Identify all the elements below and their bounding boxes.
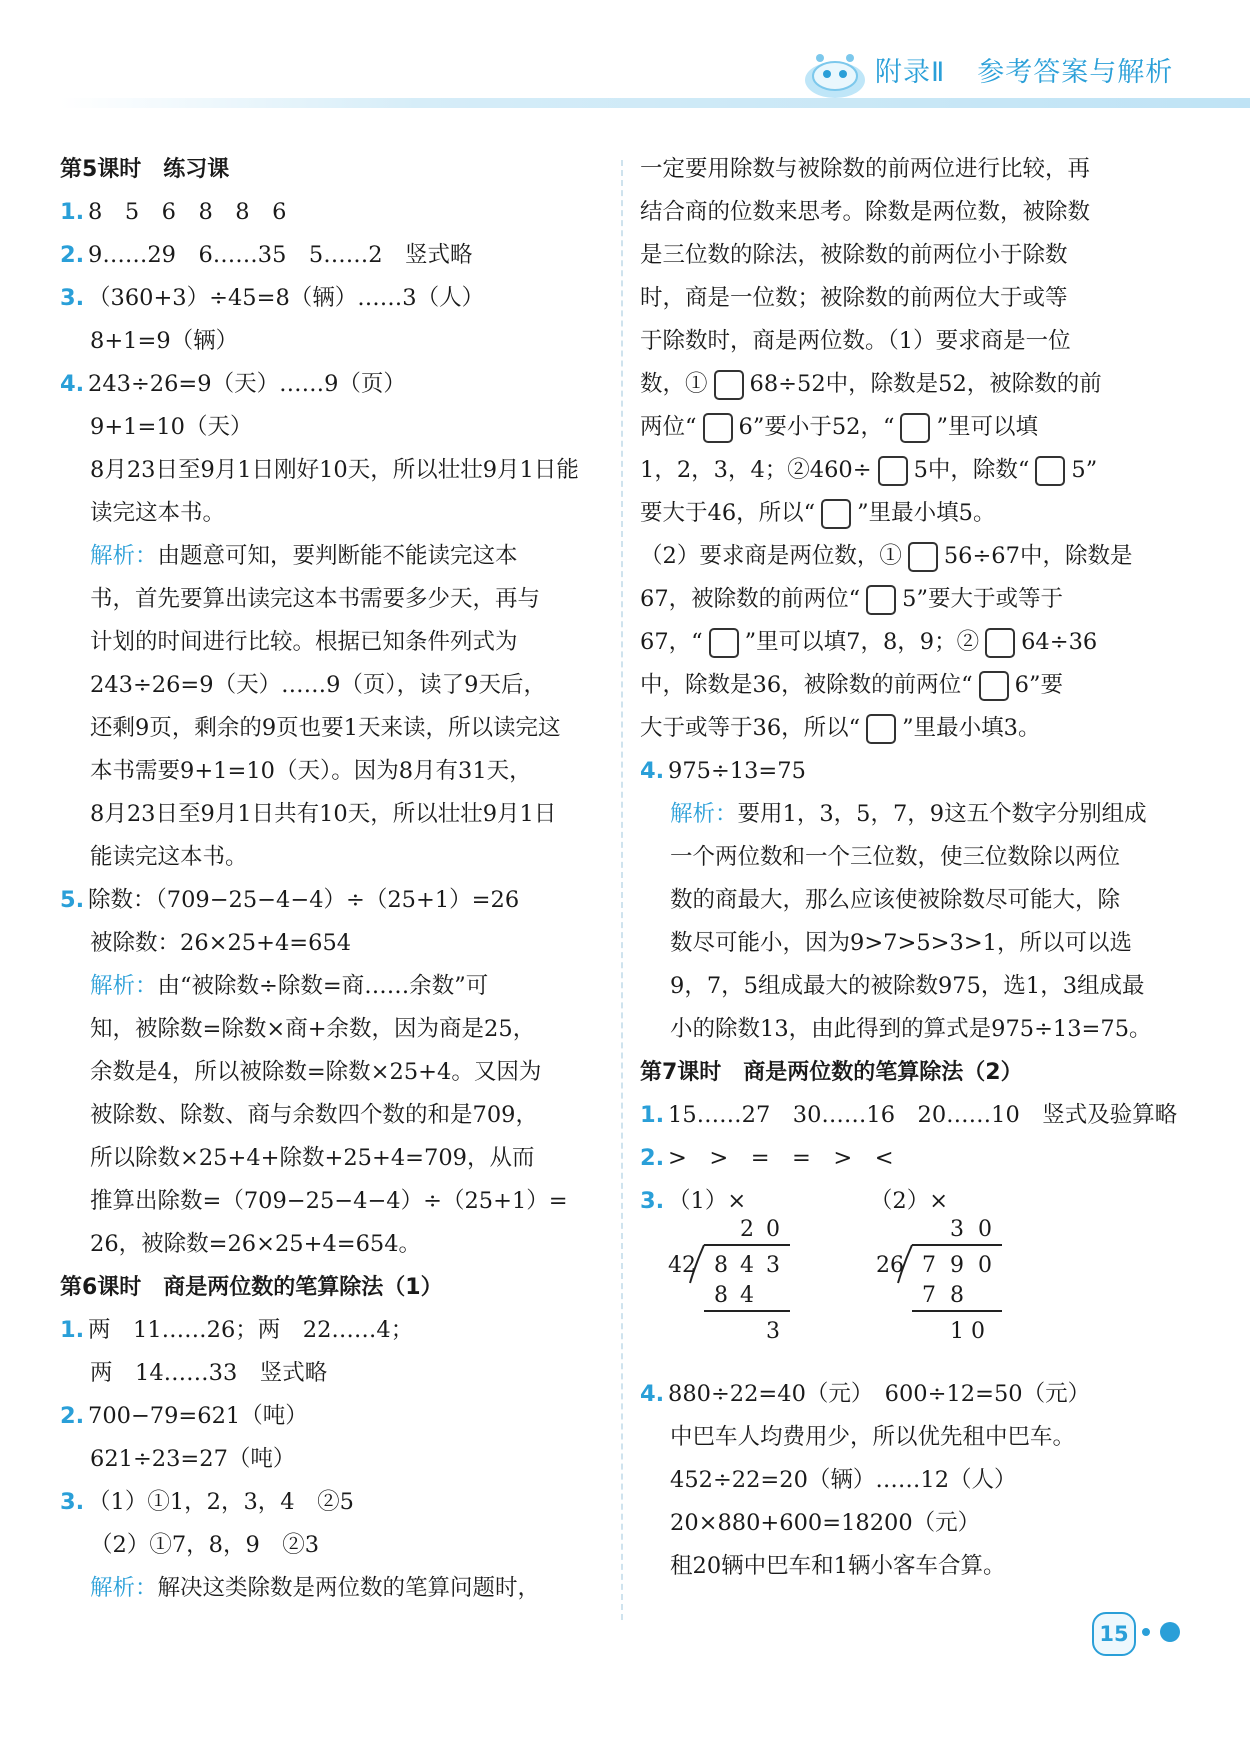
text-segment: （2）要求商是两位数，① (640, 543, 902, 569)
header-title (875, 50, 1173, 89)
text-segment: ”里可以填 (936, 414, 1038, 440)
analysis-label: 解析： (670, 801, 738, 827)
text-line: 还剩9页，剩余的9页也要1天来读，所以读完这 (90, 715, 561, 741)
item-text: 9……29 6……35 5……2 竖式略 (88, 242, 473, 268)
answer-item (640, 1094, 1185, 1137)
header-rule (60, 98, 1250, 108)
answer-item (60, 277, 605, 320)
right-column (640, 148, 1185, 1588)
item-number: 1. (60, 199, 85, 225)
text-segment: 两位“ (640, 414, 697, 440)
text-segment: ”里最小填3。 (902, 715, 1041, 741)
text-line: 时，商是一位数；被除数的前两位大于或等 (640, 285, 1068, 311)
item-text: 975÷13=75 (668, 758, 806, 784)
answer-item (60, 879, 605, 922)
blank-box (878, 456, 908, 486)
item-number: 4. (640, 758, 665, 784)
blank-box (866, 714, 896, 744)
right-top-text (640, 148, 1185, 363)
blank-box (866, 585, 896, 615)
calc1-dividend-3: 3 (766, 1253, 780, 1278)
item-text: > > = = > < (668, 1145, 894, 1171)
blank-box (985, 628, 1015, 658)
text-line-with-boxes (640, 535, 1185, 578)
text-segment: 1，2，3，4；②460÷ (640, 457, 872, 483)
text-line-with-boxes (640, 492, 1185, 535)
item-number: 4. (640, 1381, 665, 1407)
text-line: 中巴车人均费用少，所以优先租中巴车。 (670, 1424, 1076, 1450)
text-segment: 数，① (640, 371, 708, 397)
page-dot-small (1142, 1628, 1150, 1636)
text-line-with-boxes (640, 449, 1185, 492)
calc2-dividend-3: 0 (978, 1253, 992, 1278)
page-number: 15 (1092, 1612, 1136, 1656)
calc1-divisor: 42 (668, 1253, 696, 1278)
text-segment: 6”要小于52，“ (738, 414, 895, 440)
text-segment: ”里最小填5。 (857, 500, 996, 526)
item-text: 两 11……26；两 22……4； (88, 1317, 414, 1343)
analysis-line (640, 793, 1185, 836)
lesson-heading: 第7课时 商是两位数的笔算除法（2） (640, 1060, 1023, 1085)
page-header (0, 40, 1250, 110)
blank-box (908, 542, 938, 572)
text-line: 8月23日至9月1日共有10天，所以壮壮9月1日 (90, 801, 557, 827)
answer-item (60, 1309, 605, 1352)
calc2-quotient-1: 3 (950, 1217, 964, 1242)
analysis-text: 由“被除数÷除数=商……余数”可 (157, 973, 489, 999)
page-dot-large (1160, 1622, 1180, 1642)
long-division-figures (640, 1217, 1185, 1373)
analysis-text: 由题意可知，要判断能不能读完这本 (157, 543, 518, 569)
lesson-heading: 第5课时 练习课 (60, 157, 230, 182)
text-line: 9+1=10（天） (90, 414, 253, 440)
text-line: 两 14……33 竖式略 (90, 1360, 328, 1386)
answer-item (640, 750, 1185, 793)
calc1-quotient-1: 2 (740, 1217, 754, 1242)
text-line: 小的除数13，由此得到的算式是975÷13=75。 (670, 1016, 1152, 1042)
item-text: 除数：（709−25−4−4）÷（25+1）=26 (88, 887, 520, 913)
column-divider (621, 160, 623, 1620)
text-line: 结合商的位数来思考。除数是两位数，被除数 (640, 199, 1091, 225)
text-line: 9，7，5组成最大的被除数975，选1，3组成最 (670, 973, 1145, 999)
item-number: 3. (60, 285, 85, 311)
blank-box (703, 413, 733, 443)
calc2-quotient-2: 0 (978, 1217, 992, 1242)
analysis-line (60, 1567, 605, 1610)
analysis-text: 要用1，3，5，7，9这五个数字分别组成 (737, 801, 1147, 827)
answer-item (60, 363, 605, 406)
text-line: （2）①7，8，9 ②3 (90, 1532, 320, 1558)
text-line: 20×880+600=18200（元） (670, 1510, 981, 1536)
calc2-divisor: 26 (876, 1253, 904, 1278)
text-line: 是三位数的除法，被除数的前两位小于除数 (640, 242, 1068, 268)
calc2-dividend-1: 7 (922, 1253, 936, 1278)
analysis-label: 解析： (90, 973, 158, 999)
text-segment: 5中，除数“ (913, 457, 1030, 483)
text-line-with-boxes (640, 363, 1185, 406)
text-line: 621÷23=27（吨） (90, 1446, 296, 1472)
calc2-product-2: 8 (950, 1283, 964, 1308)
text-segment: 5”要大于或等于 (902, 586, 1063, 612)
calc2-dividend-2: 9 (950, 1253, 964, 1278)
blank-box (900, 413, 930, 443)
analysis-text: 解决这类除数是两位数的笔算问题时， (157, 1575, 541, 1601)
text-line: 数的商最大，那么应该使被除数尽可能大，除 (670, 887, 1121, 913)
blank-box (714, 370, 744, 400)
item-text: （1）× （2）× (668, 1188, 949, 1214)
blank-box (709, 628, 739, 658)
blank-box (821, 499, 851, 529)
item-text: 8 5 6 8 8 6 (88, 199, 287, 225)
text-line-with-boxes (640, 578, 1185, 621)
text-line-with-boxes (640, 664, 1185, 707)
text-segment: 大于或等于36，所以“ (640, 715, 861, 741)
item-number: 1. (640, 1102, 665, 1128)
text-segment: 68÷52中，除数是52，被除数的前 (749, 371, 1102, 397)
blank-box (979, 671, 1009, 701)
text-line: 余数是4，所以被除数=除数×25+4。又因为 (90, 1059, 542, 1085)
item-number: 4. (60, 371, 85, 397)
box-explanation (640, 363, 1185, 750)
blank-box (1035, 456, 1065, 486)
item-number: 3. (60, 1489, 85, 1515)
item-text: 15……27 30……16 20……10 竖式及验算略 (668, 1102, 1178, 1128)
item-text: 243÷26=9（天）……9（页） (88, 371, 406, 397)
text-segment: 56÷67中，除数是 (943, 543, 1133, 569)
answer-item (640, 1373, 1185, 1416)
calc2-product-1: 7 (922, 1283, 936, 1308)
analysis-line (60, 965, 605, 1008)
item-number: 2. (640, 1145, 665, 1171)
text-segment: 64÷36 (1021, 629, 1098, 655)
item-text: （360+3）÷45=8（辆）……3（人） (88, 285, 485, 311)
item-number: 3. (640, 1188, 665, 1214)
text-segment: 要大于46，所以“ (640, 500, 816, 526)
text-line-with-boxes (640, 406, 1185, 449)
answer-item (60, 234, 605, 277)
calc1-dividend-1: 8 (714, 1253, 728, 1278)
text-line: 被除数、除数、商与余数四个数的和是709， (90, 1102, 538, 1128)
answer-item (640, 1180, 1185, 1223)
text-line: 推算出除数=（709−25−4−4）÷（25+1）= (90, 1188, 568, 1214)
right-mid-text (640, 750, 1185, 1223)
text-line: 243÷26=9（天）……9（页），读了9天后， (90, 672, 546, 698)
text-line: 一定要用除数与被除数的前两位进行比较，再 (640, 156, 1091, 182)
text-line: 数尽可能小，因为9>7>5>3>1，所以可以选 (670, 930, 1132, 956)
lesson-heading: 第6课时 商是两位数的笔算除法（1） (60, 1275, 443, 1300)
text-line: 26，被除数=26×25+4=654。 (90, 1231, 422, 1257)
answer-item (60, 1395, 605, 1438)
answer-item (640, 1137, 1185, 1180)
analysis-label: 解析： (90, 543, 158, 569)
text-segment: 67，“ (640, 629, 703, 655)
text-line: 本书需要9+1=10（天）。因为8月有31天， (90, 758, 532, 784)
item-number: 1. (60, 1317, 85, 1343)
item-text: （1）①1，2，3，4 ②5 (88, 1489, 354, 1515)
text-line: 能读完这本书。 (90, 844, 248, 870)
analysis-label: 解析： (90, 1575, 158, 1601)
section-title: 参考答案与解析 (977, 57, 1174, 88)
text-line: 租20辆中巴车和1辆小客车合算。 (670, 1553, 1006, 1579)
text-segment: ”里可以填7，8，9；② (744, 629, 980, 655)
calc1-remainder: 3 (766, 1319, 780, 1344)
calc1-dividend-2: 4 (740, 1253, 754, 1278)
text-segment: 6”要 (1014, 672, 1063, 698)
text-line: 一个两位数和一个三位数，使三位数除以两位 (670, 844, 1121, 870)
text-line-with-boxes (640, 621, 1185, 664)
analysis-line (60, 535, 605, 578)
text-line-with-boxes (640, 707, 1185, 750)
calc1-product-2: 4 (740, 1283, 754, 1308)
text-segment: 67，被除数的前两位“ (640, 586, 861, 612)
item-text: 700−79=621（吨） (88, 1403, 308, 1429)
item-text: 880÷22=40（元） 600÷12=50（元） (668, 1381, 1091, 1407)
text-line: 8月23日至9月1日刚好10天，所以壮壮9月1日能 (90, 457, 579, 483)
text-line: 452÷22=20（辆）……12（人） (670, 1467, 1017, 1493)
item-number: 2. (60, 242, 85, 268)
text-line: 所以除数×25+4+除数+25+4=709，从而 (90, 1145, 535, 1171)
calc1-quotient-2: 0 (766, 1217, 780, 1242)
text-line: 读完这本书。 (90, 500, 226, 526)
text-line: 于除数时，商是两位数。（1）要求商是一位 (640, 328, 1071, 354)
text-line: 书，首先要算出读完这本书需要多少天，再与 (90, 586, 541, 612)
answer-item (60, 1481, 605, 1524)
text-segment: 中，除数是36，被除数的前两位“ (640, 672, 973, 698)
text-line: 8+1=9（辆） (90, 328, 239, 354)
text-line: 知，被除数=除数×商+余数，因为商是25， (90, 1016, 536, 1042)
text-line: 被除数：26×25+4=654 (90, 930, 352, 956)
text-line: 计划的时间进行比较。根据已知条件列式为 (90, 629, 518, 655)
item-number: 5. (60, 887, 85, 913)
mascot-icon (800, 50, 870, 100)
calc2-remainder: 1 0 (950, 1319, 985, 1344)
appendix-label: 附录Ⅱ (875, 57, 946, 88)
item-number: 2. (60, 1403, 85, 1429)
answer-item (60, 191, 605, 234)
text-segment: 5” (1071, 457, 1098, 483)
calc1-product-1: 8 (714, 1283, 728, 1308)
right-bottom-text (640, 1373, 1185, 1588)
left-column (60, 148, 605, 1610)
